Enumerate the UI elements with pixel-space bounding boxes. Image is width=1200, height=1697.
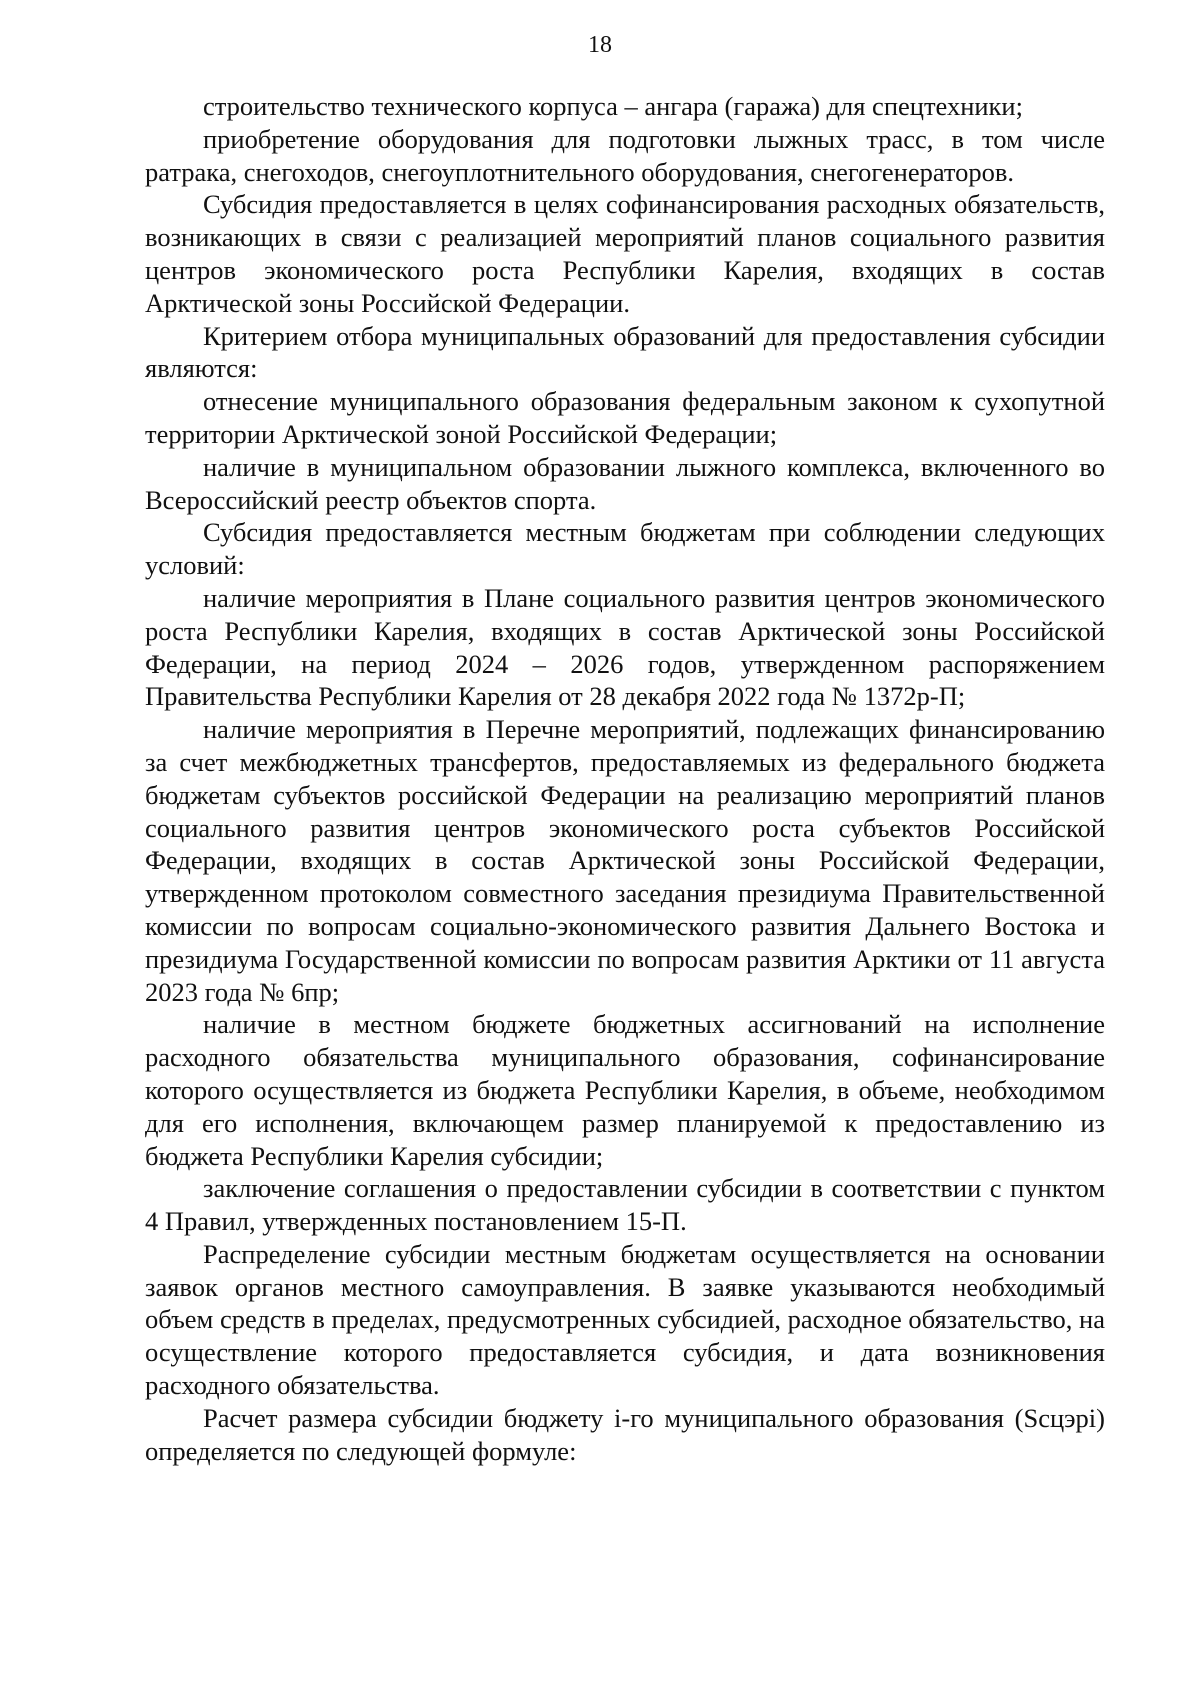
- document-body: [145, 90, 1105, 1467]
- paragraph: Расчет размера субсидии бюджету i-го муниципального образования (Scцэрi) определяется по следующей формуле:: [145, 1402, 1105, 1466]
- paragraph: приобретение оборудования для подготовки лыжных трасс, в том числе ратрака, снегоходов, снегоуплотнительного оборудования, снегогенераторов.: [145, 123, 1105, 187]
- paragraph: Критерием отбора муниципальных образований для предоставления субсидии являются:: [145, 320, 1105, 384]
- paragraph: наличие мероприятия в Плане социального развития центров экономического роста Республики Карелия, входящих в состав Арктической зоны Российской Федерации, на период 2024 – 2026 годов, утвержденном распоряжением Правительства Республики Карелия от 28 декабря 2022 года № 1372р-П;: [145, 582, 1105, 712]
- paragraph: строительство технического корпуса – ангара (гаража) для спецтехники;: [203, 91, 1023, 121]
- paragraph: наличие мероприятия в Перечне мероприятий, подлежащих финансированию за счет межбюджетных трансфертов, предоставляемых из федерального бюджета бюджетам субъектов российской Федерации на реализацию мероприятий планов социального развития центров экономического роста субъектов Российской Федерации, входящих в состав Арктической зоны Российской Федерации, утвержденном протоколом совместного заседания президиума Правительственной комиссии по вопросам социально-экономического развития Дальнего Востока и президиума Государственной комиссии по вопросам развития Арктики от 11 августа 2023 года № 6пр;: [145, 714, 1105, 1007]
- paragraph: наличие в местном бюджете бюджетных ассигнований на исполнение расходного обязательства муниципального образования, софинансирование которого осуществляется из бюджета Республики Карелия, в объеме, необходимом для его исполнения, включающем размер планируемой к предоставлению из бюджета Республики Карелия субсидии;: [145, 1009, 1105, 1171]
- paragraph: Распределение субсидии местным бюджетам осуществляется на основании заявок органов местного самоуправления. В заявке указываются необходимый объем средств в пределах, предусмотренных субсидией, расходное обязательство, на осуществление которого предоставляется субсидия, и дата возникновения расходного обязательства.: [145, 1238, 1105, 1401]
- paragraph: заключение соглашения о предоставлении субсидии в соответствии с пунктом 4 Правил, утвержденных постановлением 15-П.: [145, 1173, 1105, 1237]
- paragraph: наличие в муниципальном образовании лыжного комплекса, включенного во Всероссийский реестр объектов спорта.: [145, 451, 1105, 515]
- paragraph: отнесение муниципального образования федеральным законом к сухопутной территории Арктической зоной Российской Федерации;: [145, 386, 1105, 449]
- page-number: 18: [588, 32, 612, 58]
- paragraph: Субсидия предоставляется местным бюджетам при соблюдении следующих условий:: [145, 517, 1105, 581]
- paragraph: Субсидия предоставляется в целях софинансирования расходных обязательств, возникающих в связи с реализацией мероприятий планов социального развития центров экономического роста Республики Карелия, входящих в состав Арктической зоны Российской Федерации.: [145, 189, 1105, 318]
